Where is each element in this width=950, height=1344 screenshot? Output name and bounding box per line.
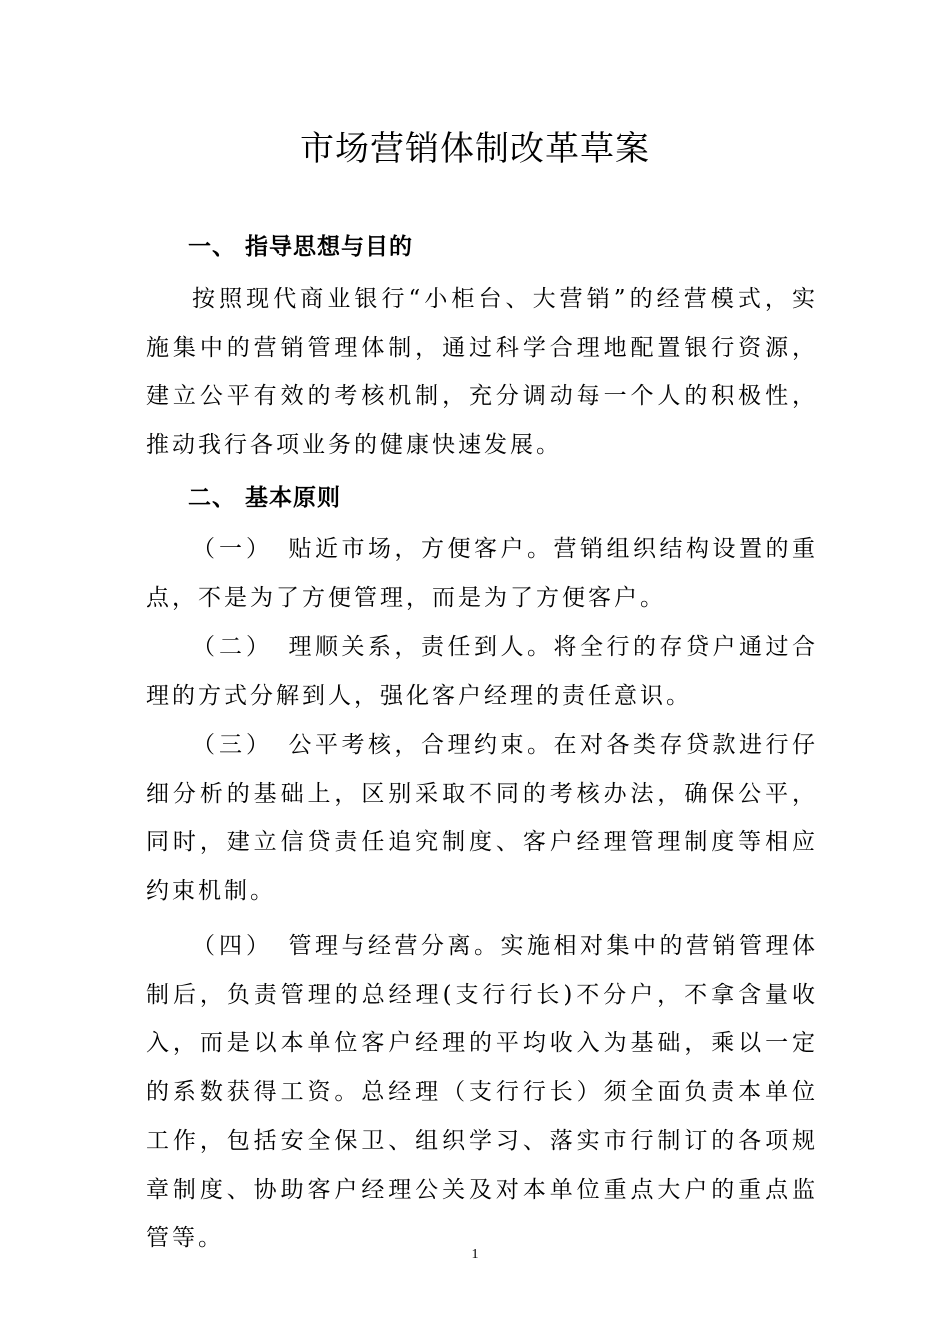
principle-item-2 <box>146 623 818 720</box>
principle-item-label-1: （一） <box>192 536 273 562</box>
principle-item-text-4: 管理与经营分离。实施相对集中的营销管理体制后，负责管理的总经理(支行行长)不分户，不拿含量收入，而是以本单位客户经理的平均收入为基础，乘以一定的系数获得工资。总经理（支行行长）须全面负责本单位工作，包括安全保卫、组织学习、落实市行制订的各项规章制度、协助客户经理公关及对本单位重点大户的重点监管等。 <box>146 933 818 1252</box>
section-number-2: 二、 <box>188 485 236 511</box>
principle-item-1 <box>146 525 818 622</box>
section-heading-2 <box>188 483 341 513</box>
principle-item-label-3: （三） <box>192 732 273 758</box>
document-title: 市场营销体制改革草案 <box>300 129 650 169</box>
principle-item-label-2: （二） <box>192 634 273 660</box>
principle-item-text-1: 贴近市场，方便客户。营销组织结构设置的重点，不是为了方便管理，而是为了方便客户。 <box>146 536 818 611</box>
principle-item-label-4: （四） <box>192 933 273 959</box>
principle-item-4 <box>146 922 818 1263</box>
guiding-principle-paragraph: 按照现代商业银行“小柜台、大营销”的经营模式，实施集中的营销管理体制，通过科学合理地配置银行资源，建立公平有效的考核机制，充分调动每一个人的积极性，推动我行各项业务的健康快速发展。 <box>146 286 818 459</box>
section-number-1: 一、 <box>188 234 236 260</box>
principle-item-text-3: 公平考核，合理约束。在对各类存贷款进行仔细分析的基础上，区别采取不同的考核办法，确保公平，同时，建立信贷责任追究制度、客户经理管理制度等相应约束机制。 <box>146 732 818 905</box>
section-title-2: 基本原则 <box>245 485 341 511</box>
principle-item-text-2: 理顺关系，责任到人。将全行的存贷户通过合理的方式分解到人，强化客户经理的责任意识。 <box>146 634 818 709</box>
page-number: 1 <box>471 1247 479 1262</box>
principle-item-3 <box>146 721 818 916</box>
section-heading-1 <box>188 232 413 262</box>
section-title-1: 指导思想与目的 <box>245 234 413 260</box>
